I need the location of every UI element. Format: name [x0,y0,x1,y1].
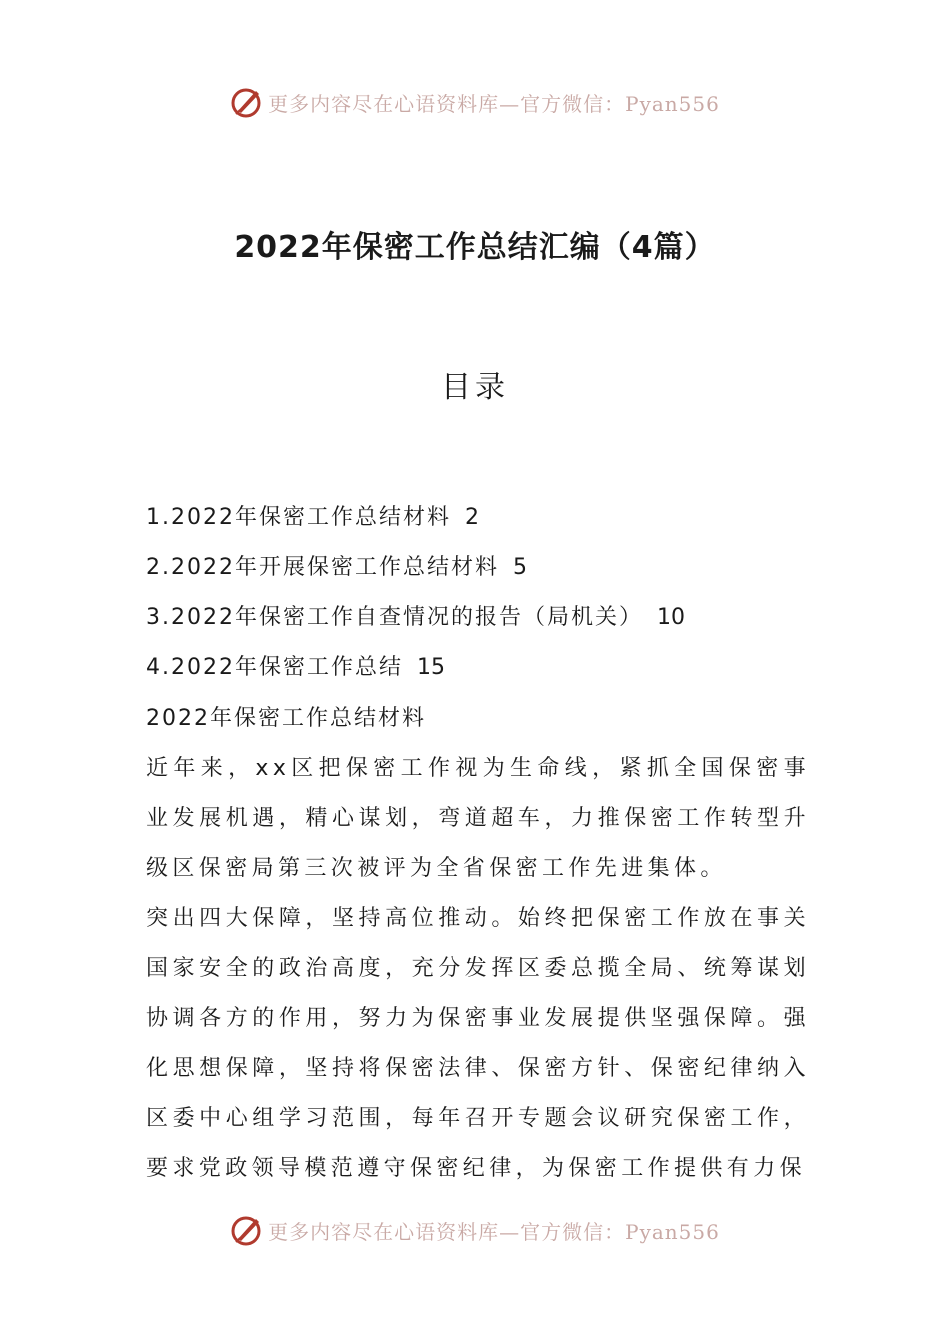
document-body [146,694,810,1194]
toc-item-label: 1.2022年保密工作总结材料 [146,505,451,530]
toc-item-label: 2.2022年开展保密工作总结材料 [146,555,499,580]
toc-item-page: 15 [416,655,445,680]
toc-item[interactable] [146,646,826,696]
watermark-text: 更多内容尽在心语资料库—官方微信：Pyan556 [268,1219,720,1244]
watermark-banner-top [0,82,950,122]
table-of-contents [146,496,826,696]
watermark-banner-bottom [0,1210,950,1250]
toc-item[interactable] [146,496,826,546]
quill-pen-icon [230,1213,264,1247]
quill-pen-icon [230,85,264,119]
toc-item[interactable] [146,546,826,596]
section-title: 2022年保密工作总结材料 [146,706,426,731]
toc-item-page: 2 [464,505,479,530]
toc-item-page: 10 [656,605,685,630]
document-title: 2022年保密工作总结汇编（4篇） [234,230,716,265]
toc-item-page: 5 [512,555,527,580]
watermark-text: 更多内容尽在心语资料库—官方微信：Pyan556 [268,91,720,116]
toc-item[interactable] [146,596,826,646]
toc-item-label: 4.2022年保密工作总结 [146,655,403,680]
body-paragraph: 近年来，xx区把保密工作视为生命线，紧抓全国保密事业发展机遇，精心谋划，弯道超车，力推保密工作转型升级区保密局第三次被评为全省保密工作先进集体。 [146,756,810,881]
toc-heading: 目录 [441,370,509,405]
body-paragraph: 突出四大保障，坚持高位推动。始终把保密工作放在事关国家安全的政治高度，充分发挥区委总揽全局、统筹谋划协调各方的作用，努力为保密事业发展提供坚强保障。强化思想保障，坚持将保密法律、保密方针、保密纪律纳入区委中心组学习范围，每年召开专题会议研究保密工作，要求党政领导模范遵守保密纪律，为保密工作提供有力保 [146,906,810,1181]
toc-item-label: 3.2022年保密工作自查情况的报告（局机关） [146,605,643,630]
